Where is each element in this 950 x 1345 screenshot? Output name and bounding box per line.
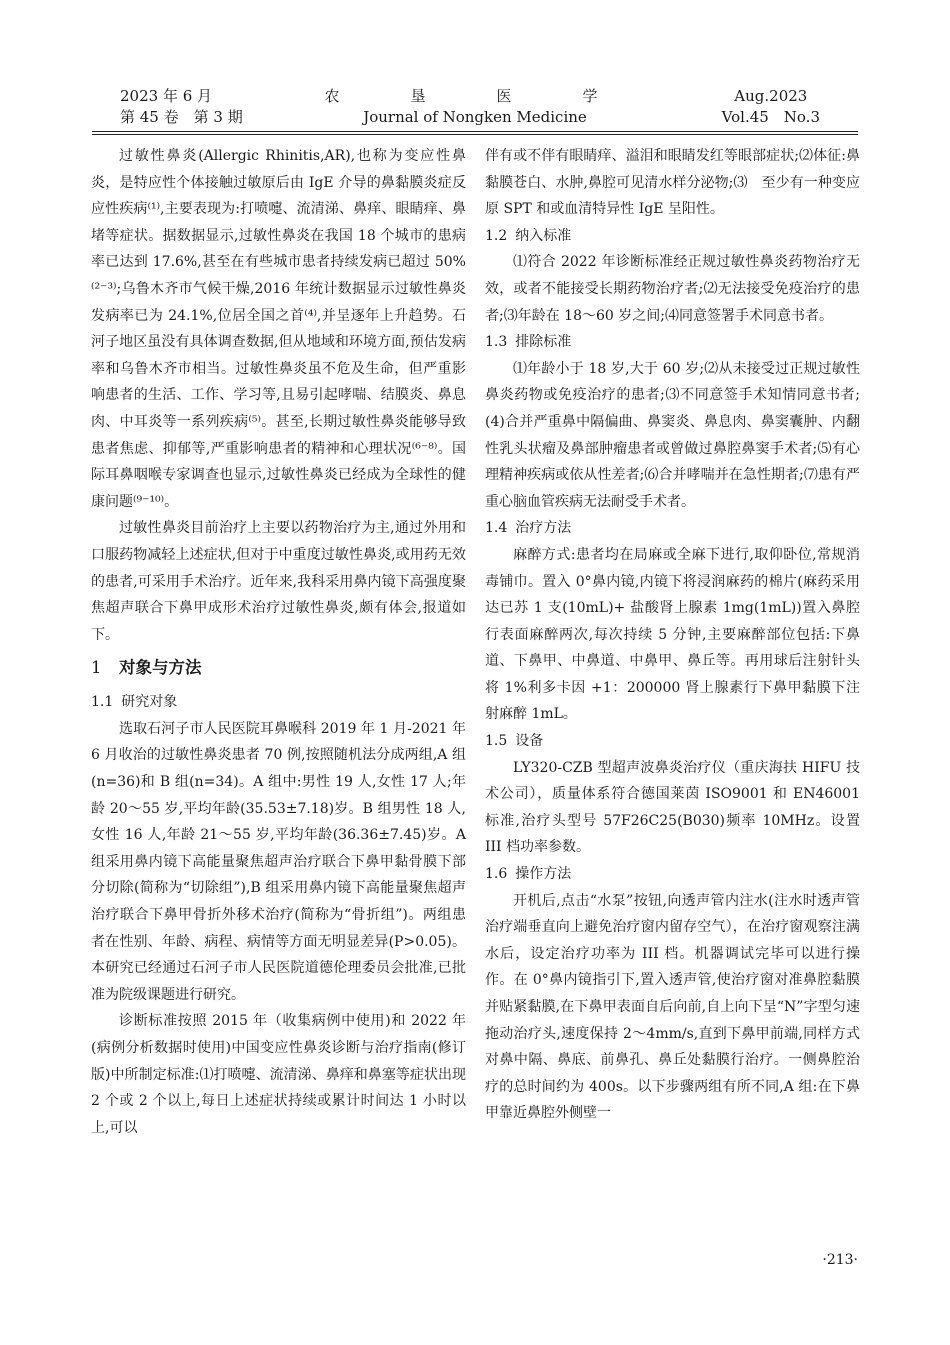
subsection-1-6-title: 操作方法 [515, 866, 572, 883]
section-heading-1 [91, 654, 466, 682]
journal-title-cn: 农 垦 医 学 [324, 87, 626, 105]
header-date-en: Aug.2023 [734, 87, 808, 105]
header-volume-en: Vol.45 No.3 [721, 108, 820, 126]
subsection-1-5-title: 设备 [515, 733, 544, 750]
subsection-1-2-title: 纳入标准 [515, 227, 572, 244]
subsection-heading-1-3 [485, 329, 860, 356]
equipment-paragraph: LY320-CZB 型超声波鼻炎治疗仪（重庆海扶 HIFU 技术公司），质量体系符合德国莱茵 ISO9001 和 EN46001 标准,治疗头型号 57F26C25(B030)频率 10MHz。设置 III 档功率参数。 [485, 759, 860, 856]
subsection-1-2-number: 1.2 [485, 227, 508, 244]
subsection-1-1-number: 1.1 [91, 694, 114, 711]
intro-paragraph-1: 过敏性鼻炎(Allergic Rhinitis,AR),也称为变应性鼻炎，是特应性个体接触过敏原后由 IgE 介导的鼻黏膜炎症反应性疾病⁽¹⁾,主要表现为:打喷嚏、流清涕、鼻痒、眼睛痒、鼻堵等症状。据数据显示,过敏性鼻炎在我国 18 个城市的患病率已达到 17.6%,甚至在有些城市患者持续发病已超过 50%⁽²⁻³⁾;乌鲁木齐市气候干燥,2016 年统计数据显示过敏性鼻炎发病率已为 24.1%,位居全国之首⁽⁴⁾,并呈逐年上升趋势。石河子地区虽没有具体调查数据,但从地域和环境方面,预估发病率和乌鲁木齐市相当。过敏性鼻炎虽不危及生命，但严重影响患者的生活、工作、学习等,且易引起哮喘、结膜炎、鼻息肉、中耳炎等一系列疾病⁽⁵⁾。甚至,长期过敏性鼻炎能够导致患者焦虑、抑郁等,严重影响患者的精神和心理状况⁽⁶⁻⁸⁾。国际耳鼻咽喉专家调查也显示,过敏性鼻炎已经成为全球性的健康问题⁽⁹⁻¹⁰⁾。 [91, 148, 466, 510]
subsection-1-1-title: 研究对象 [121, 694, 178, 711]
header-volume-cn: 第 45 卷 第 3 期 [120, 108, 243, 126]
operation-paragraph: 开机后,点击“水泵”按钮,向透声管内注水(注水时透声管治疗端垂直向上避免治疗窗内留存空气），在治疗窗观察注满水后，设定治疗功率为 III 档。机器调试完毕可以进行操作。在 0°鼻内镜指引下,置入透声管,使治疗窗对准鼻腔黏膜并贴紧黏膜,在下鼻甲表面自后向前,自上向下呈“N”字型匀速拖动治疗头,速度保持 2～4mm/s,直到下鼻甲前端,同样方式对鼻中隔、鼻底、前鼻孔、鼻丘处黏膜行治疗。一侧鼻腔治疗的总时间约为 400s。以下步骤两组有所不同,A 组:在下鼻甲靠近鼻腔外侧壁一 [485, 892, 860, 1122]
subsection-1-4-title: 治疗方法 [515, 520, 572, 537]
right-column [485, 143, 860, 1127]
section-1-number: 1 [91, 658, 102, 678]
header-rule-top [92, 131, 858, 132]
header-date-cn: 2023 年 6 月 [120, 87, 213, 105]
subsection-1-4-number: 1.4 [485, 520, 508, 537]
header-rule-bottom [92, 134, 858, 135]
subsection-heading-1-6 [485, 861, 860, 888]
diagnosis-continued-paragraph: 伴有或不伴有眼睛痒、溢泪和眼睛发红等眼部症状;⑵体征:鼻黏膜苍白、水肿,鼻腔可见清水样分泌物;⑶ 至少有一种变应原 SPT 和或血清特异性 IgE 呈阳性。 [485, 148, 860, 218]
subsection-1-6-number: 1.6 [485, 866, 508, 883]
inclusion-paragraph: ⑴符合 2022 年诊断标准经正规过敏性鼻炎药物治疗无效，或者不能接受长期药物治疗者;⑵无法接受免疫治疗的患者;⑶年龄在 18～60 岁之间;⑷同意签署手术同意书者。 [485, 254, 860, 324]
subsection-1-5-number: 1.5 [485, 733, 508, 750]
exclusion-paragraph: ⑴年龄小于 18 岁,大于 60 岁;⑵从未接受过正规过敏性鼻炎药物或免疫治疗的患者;⑶不同意签手术知情同意书者;(4)合并严重鼻中隔偏曲、鼻窦炎、鼻息肉、鼻窦囊肿、内翻性乳头状瘤及鼻部肿瘤患者或曾做过鼻腔鼻窦手术者;⑸有心理精神疾病或依从性差者;⑹合并哮喘并在急性期者;⑺患有严重心脑血管疾病无法耐受手术者。 [485, 360, 860, 510]
subjects-paragraph: 选取石河子市人民医院耳鼻喉科 2019 年 1 月-2021 年 6 月收治的过敏性鼻炎患者 70 例,按照随机法分成两组,A 组(n=36)和 B 组(n=34)。A 组中:男性 19 人,女性 17 人;年龄 20～55 岁,平均年龄(35.53±7.18)岁。B 组男性 18 人,女性 16 人,年龄 21～55 岁,平均年龄(36.36±7.45)岁。A 组采用鼻内镜下高能量聚焦超声治疗联合下鼻甲黏骨膜下部分切除(简称为“切除组”),B 组采用鼻内镜下高能量聚焦超声治疗联合下鼻甲骨折外移术治疗(简称为“骨折组”)。两组患者在性别、年龄、病程、病情等方面无明显差异(P>0.05)。本研究已经通过石河子市人民医院道德伦理委员会批准,已批准为院级课题进行研究。 [91, 720, 466, 1003]
header-right [722, 86, 820, 128]
subsection-heading-1-4 [485, 515, 860, 542]
anesthesia-paragraph: 麻醉方式:患者均在局麻或全麻下进行,取仰卧位,常规消毒铺巾。置入 0°鼻内镜,内镜下将浸润麻药的棉片(麻药采用达已苏 1 支(10mL)+ 盐酸肾上腺素 1mg(1mL))置入鼻腔行表面麻醉两次,每次持续 5 分钟,主要麻醉部位包括:下鼻道、下鼻甲、中鼻道、中鼻甲、鼻丘等。再用球后注射针头将 1%利多卡因 +1：200000 肾上腺素行下鼻甲黏膜下注射麻醉 1mL。 [485, 546, 860, 723]
diagnosis-paragraph: 诊断标准按照 2015 年（收集病例中使用)和 2022 年(病例分析数据时使用)中国变应性鼻炎诊断与治疗指南(修订版)中所制定标准:⑴打喷嚏、流清涕、鼻痒和鼻塞等症状出现 2 个或 2 个以上,每日上述症状持续或累计时间达 1 小时以上,可以 [91, 1013, 466, 1136]
subsection-heading-1-1 [91, 689, 466, 716]
subsection-heading-1-2 [485, 223, 860, 250]
left-column [91, 143, 466, 1141]
intro-paragraph-2: 过敏性鼻炎目前治疗上主要以药物治疗为主,通过外用和口服药物减轻上述症状,但对于中重度过敏性鼻炎,或用药无效的患者,可采用手术治疗。近年来,我科采用鼻内镜下高强度聚焦超声联合下鼻甲成形术治疗过敏性鼻炎,颇有体会,报道如下。 [91, 520, 466, 643]
subsection-1-3-title: 排除标准 [515, 334, 572, 351]
page-number: ·213· [822, 1252, 858, 1268]
subsection-heading-1-5 [485, 728, 860, 755]
subsection-1-3-number: 1.3 [485, 334, 508, 351]
journal-title-en: Journal of Nongken Medicine [363, 108, 587, 126]
section-1-title: 对象与方法 [119, 658, 202, 678]
running-header [92, 86, 858, 130]
